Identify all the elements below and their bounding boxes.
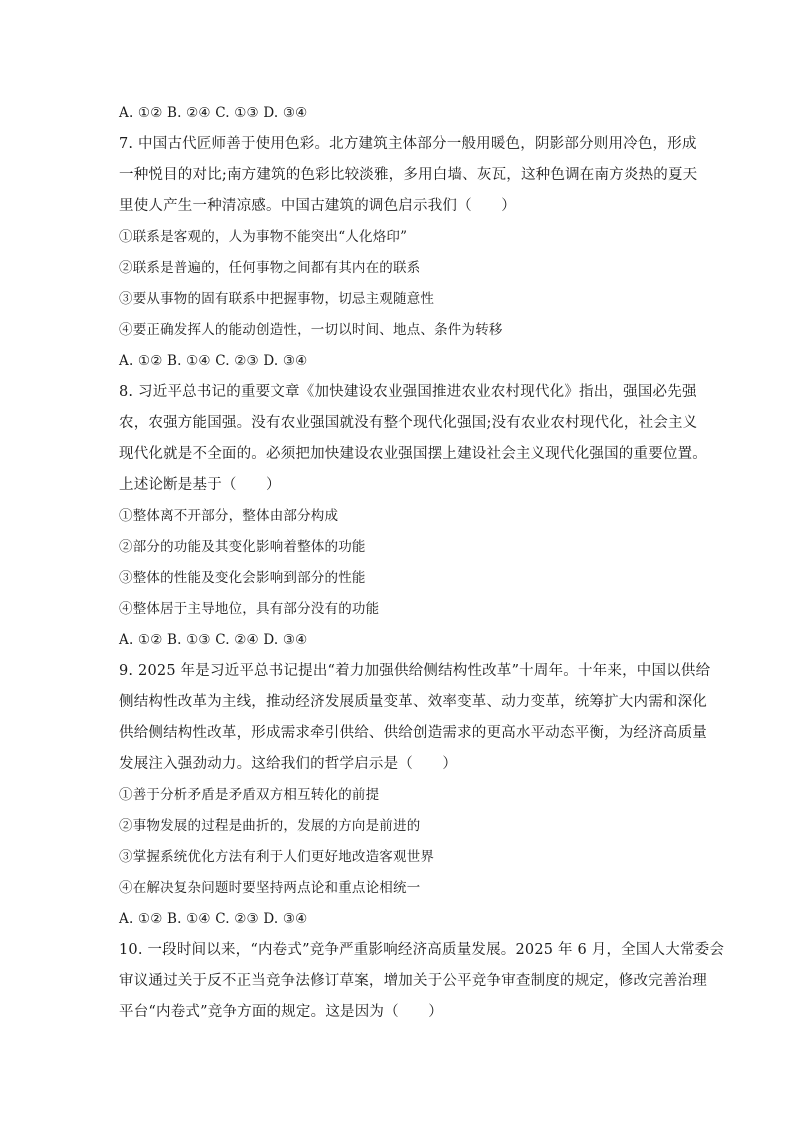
- q9-option-4: ④在解决复杂问题时要坚持两点论和重点论相统一: [119, 880, 421, 896]
- q10-stem-line: 10. 一段时间以来，“内卷式”竞争严重影响经济高质量发展。2025 年 6 月，全国人大常委会: [119, 942, 725, 958]
- q8-option-1: ①整体离不开部分，整体由部分构成: [119, 508, 339, 524]
- q8-option-3: ③整体的性能及变化会影响到部分的性能: [119, 570, 366, 586]
- q7-stem: [119, 129, 698, 222]
- exam-page: [119, 98, 725, 1028]
- q8-option-4: ④整体居于主导地位，具有部分没有的功能: [119, 601, 380, 617]
- q8-option-2: ②部分的功能及其变化影响着整体的功能: [119, 539, 366, 555]
- q8-stem-line: 现代化就是不全面的。必须把加快建设农业强国摆上建设社会主义现代化强国的重要位置。: [119, 446, 707, 462]
- q9-option-3: ③掌握系统优化方法有利于人们更好地改造客观世界: [119, 849, 435, 865]
- q9-answer-choices: A. ①② B. ①④ C. ②③ D. ③④: [119, 911, 308, 927]
- q8-answer-choices: A. ①② B. ①③ C. ②④ D. ③④: [119, 632, 308, 648]
- q7-option-1: ①联系是客观的，人为事物不能突出“人化烙印”: [119, 229, 408, 245]
- q8-stem-line: 8. 习近平总书记的重要文章《加快建设农业强国推进农业农村现代化》指出，强国必先强: [119, 384, 697, 400]
- q8-stem: [119, 377, 707, 501]
- q9-stem-line: 供给侧结构性改革，形成需求牵引供给、供给创造需求的更高水平动态平衡，为经济高质量: [119, 725, 707, 741]
- q8-stem-line: 农，农强方能国强。没有农业强国就没有整个现代化强国;没有农业农村现代化，社会主义: [119, 415, 698, 431]
- q7-stem-line: 一种悦目的对比;南方建筑的色彩比较淡雅，多用白墙、灰瓦，这种色调在南方炎热的夏天: [119, 167, 698, 183]
- q9-stem-line: 9. 2025 年是习近平总书记提出“着力加强供给侧结构性改革”十周年。十年来，中国以供给: [119, 663, 711, 679]
- q7-option-2: ②联系是普遍的，任何事物之间都有其内在的联系: [119, 260, 421, 276]
- q8-stem-line: 上述论断是基于（ ）: [119, 477, 281, 493]
- q7-answer-choices: A. ①② B. ①④ C. ②③ D. ③④: [119, 353, 308, 369]
- q10-stem-line: 平台“内卷式”竞争方面的规定。这是因为（ ）: [119, 1004, 443, 1020]
- q9-option-2: ②事物发展的过程是曲折的，发展的方向是前进的: [119, 818, 421, 834]
- q9-stem-line: 发展注入强劲动力。这给我们的哲学启示是（ ）: [119, 756, 458, 772]
- q7-option-3: ③要从事物的固有联系中把握事物，切忌主观随意性: [119, 291, 435, 307]
- q6-answer-choices: A. ①② B. ②④ C. ①③ D. ③④: [119, 105, 308, 121]
- q7-stem-line: 7. 中国古代匠师善于使用色彩。北方建筑主体部分一般用暖色，阴影部分则用冷色，形成: [119, 136, 697, 152]
- q9-stem: [119, 656, 711, 780]
- q7-stem-line: 里使人产生一种清凉感。中国古建筑的调色启示我们（ ）: [119, 198, 516, 214]
- q9-stem-line: 侧结构性改革为主线，推动经济发展质量变革、效率变革、动力变革，统筹扩大内需和深化: [119, 694, 707, 710]
- q9-option-1: ①善于分析矛盾是矛盾双方相互转化的前提: [119, 787, 380, 803]
- q10-stem-line: 审议通过关于反不正当竞争法修订草案，增加关于公平竞争审查制度的规定，修改完善治理: [119, 973, 707, 989]
- q10-stem: [119, 935, 725, 1028]
- q7-option-4: ④要正确发挥人的能动创造性，一切以时间、地点、条件为转移: [119, 322, 503, 338]
